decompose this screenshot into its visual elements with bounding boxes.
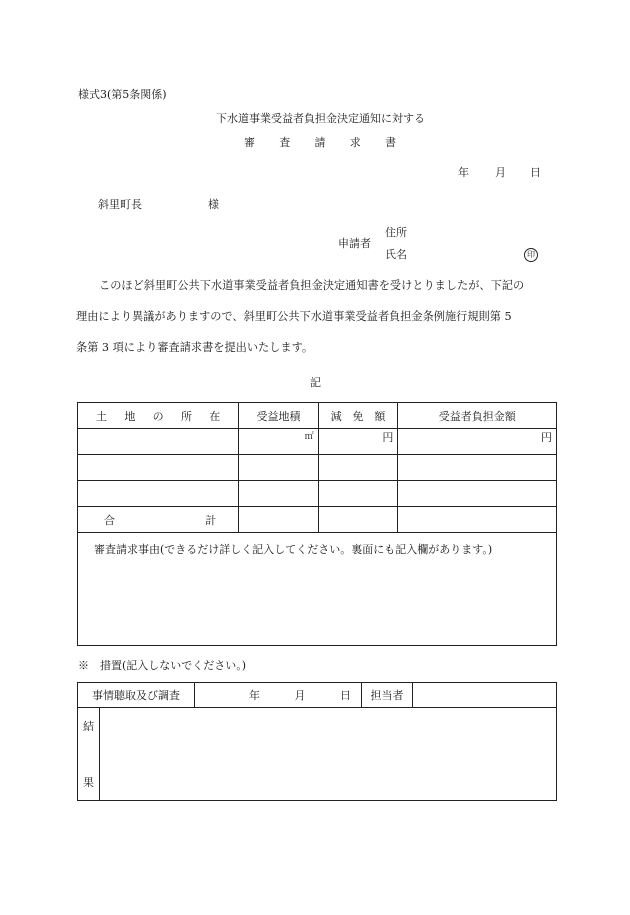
measures-table <box>77 682 557 801</box>
land-table <box>77 402 557 646</box>
investigation-month: 月 <box>294 689 306 702</box>
paragraph-line-3: 条第 3 項により審査請求書を提出いたします。 <box>76 341 314 354</box>
area-cell[interactable] <box>239 455 318 481</box>
charge-cell[interactable] <box>398 481 557 507</box>
form-number: 様式3(第5条関係) <box>78 88 167 101</box>
result-field[interactable] <box>100 708 556 800</box>
result-label: 結 果 <box>78 708 100 800</box>
result-cell <box>78 708 557 801</box>
total-row <box>78 507 557 533</box>
measures-title: ※ 措置(記入しないでください。) <box>78 659 247 672</box>
reason-row <box>78 533 557 646</box>
location-cell[interactable] <box>78 481 239 507</box>
charge-cell[interactable] <box>398 429 557 455</box>
date-year-label: 年 <box>458 166 469 179</box>
area-cell[interactable] <box>239 429 318 455</box>
document-title-line2: 審 査 請 求 書 <box>244 136 396 149</box>
investigation-year: 年 <box>249 689 260 702</box>
header-location: 土 地 の 所 在 <box>78 403 239 429</box>
investigation-day: 日 <box>340 689 351 702</box>
name-label: 氏名 <box>385 248 407 261</box>
investigation-label: 事情聴取及び調査 <box>78 683 195 708</box>
total-label: 合 計 <box>78 507 239 533</box>
person-in-charge-label: 担当者 <box>362 683 413 708</box>
investigation-date-cell[interactable] <box>195 683 362 708</box>
request-paragraph <box>76 270 556 363</box>
location-cell[interactable] <box>78 429 239 455</box>
date-month-label: 月 <box>495 166 506 179</box>
charge-unit: 円 <box>541 431 552 444</box>
charge-cell[interactable] <box>398 455 557 481</box>
header-charge: 受益者負担金額 <box>398 403 557 429</box>
total-area-cell[interactable] <box>239 507 318 533</box>
reduction-cell[interactable] <box>318 429 398 455</box>
document-title-line1: 下水道事業受益者負担金決定通知に対する <box>216 112 425 125</box>
paragraph-line-1: このほど斜里町公共下水道事業受益者負担金決定通知書を受けとりましたが、下記の <box>99 279 525 292</box>
reason-label: 審査請求事由(できるだけ詳しく記入してください。裏面にも記入欄があります。) <box>94 543 493 556</box>
table-row <box>78 455 557 481</box>
area-unit: ㎡ <box>304 432 314 442</box>
addressee-honorific: 様 <box>208 198 219 211</box>
location-cell[interactable] <box>78 455 239 481</box>
reduction-cell[interactable] <box>318 481 398 507</box>
addressee-name: 斜里町長 <box>98 198 142 211</box>
reduction-cell[interactable] <box>318 455 398 481</box>
table-row <box>78 481 557 507</box>
person-in-charge-cell[interactable] <box>413 683 557 708</box>
total-charge-cell[interactable] <box>398 507 557 533</box>
paragraph-line-2: 理由により異議がありますので、斜里町公共下水道事業受益者負担金条例施行規則第 5 <box>76 310 512 323</box>
investigation-row <box>78 683 557 708</box>
header-reduction: 減 免 額 <box>318 403 398 429</box>
total-reduction-cell[interactable] <box>318 507 398 533</box>
table-header-row <box>78 403 557 429</box>
reason-field[interactable] <box>78 533 557 646</box>
area-cell[interactable] <box>239 481 318 507</box>
date-day-label: 日 <box>530 166 541 179</box>
seal-mark: 印 <box>524 247 538 262</box>
address-label: 住所 <box>385 226 407 239</box>
header-area: 受益地積 <box>239 403 318 429</box>
reduction-unit: 円 <box>382 431 394 444</box>
applicant-label: 申請者 <box>338 237 371 250</box>
table-row <box>78 429 557 455</box>
result-row <box>78 708 557 801</box>
ki-heading: 記 <box>310 376 321 389</box>
